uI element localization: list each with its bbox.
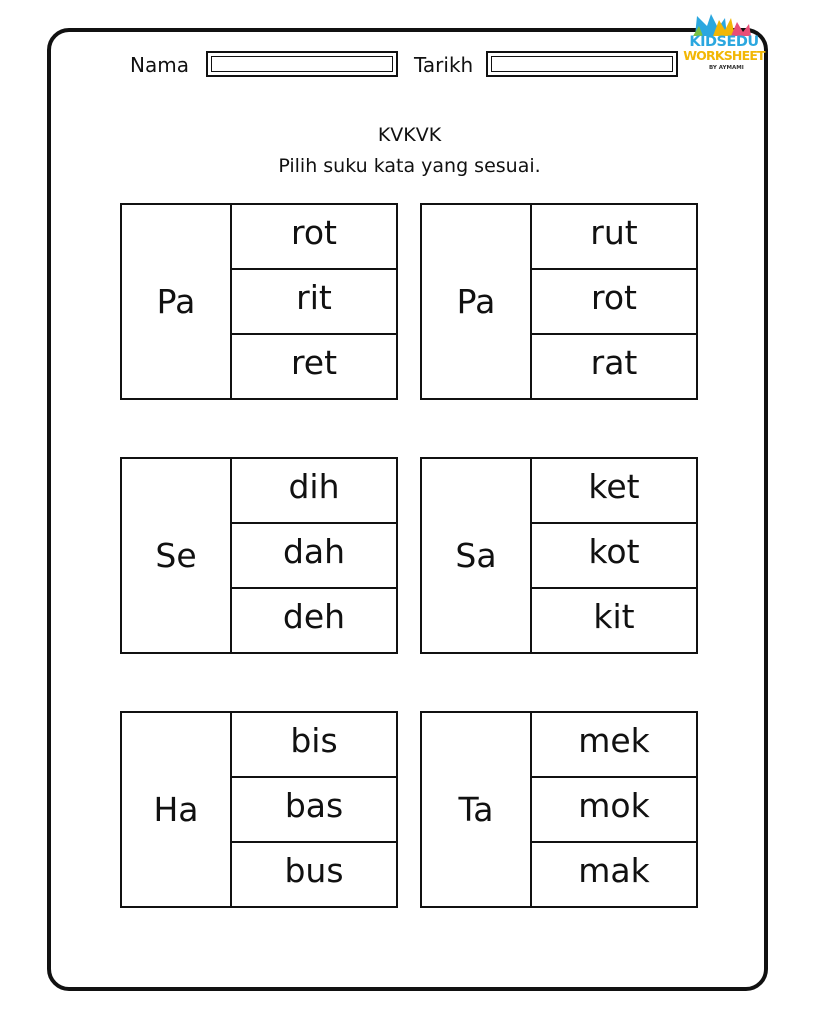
syllable-card [420,457,698,654]
syllable-choices [232,459,396,652]
date-label: Tarikh [414,53,474,77]
syllable-choice[interactable]: rat [590,343,638,382]
kidsedu-logo [683,12,765,74]
syllable-choice[interactable]: dih [232,459,396,524]
syllable-choice[interactable]: mek [532,713,696,778]
date-field[interactable] [486,51,678,77]
logo-text-byline: BY AYMAMI [709,65,744,71]
syllable-choice[interactable]: mok [532,778,696,843]
worksheet-instruction: Pilih suku kata yang sesuai. [278,155,541,177]
syllable-choice[interactable]: ket [532,459,696,524]
name-label: Nama [130,53,189,77]
syllable-choices [532,459,696,652]
syllable-prefix: Pa [422,205,532,398]
syllable-prefix: Se [122,459,232,652]
logo-text-kidsedu: KIDSEDU [689,34,759,50]
syllable-card [120,457,398,654]
syllable-prefix: Ha [122,713,232,906]
syllable-choice[interactable]: kot [532,524,696,589]
syllable-choice[interactable]: rit [232,270,396,335]
syllable-card [120,711,398,908]
syllable-choice[interactable]: ret [290,343,338,382]
syllable-choice[interactable]: dah [232,524,396,589]
syllable-card [420,711,698,908]
syllable-choice[interactable]: deh [282,597,346,636]
syllable-choices [532,713,696,906]
syllable-choice[interactable]: mak [578,851,650,890]
logo-text-worksheet: WORKSHEET [683,48,765,63]
syllable-prefix: Sa [422,459,532,652]
syllable-choices [232,205,396,398]
syllable-choices [532,205,696,398]
syllable-card [120,203,398,400]
syllable-choice[interactable]: kit [593,597,635,636]
syllable-prefix: Pa [122,205,232,398]
syllable-choice[interactable]: bis [232,713,396,778]
worksheet-title: KVKVK [377,124,442,146]
syllable-choice[interactable]: bus [284,851,344,890]
syllable-choice[interactable]: rot [232,205,396,270]
syllable-choice[interactable]: rut [532,205,696,270]
syllable-choices [232,713,396,906]
name-field[interactable] [206,51,398,77]
syllable-choice[interactable]: bas [232,778,396,843]
syllable-choice[interactable]: rot [532,270,696,335]
syllable-prefix: Ta [422,713,532,906]
syllable-card [420,203,698,400]
